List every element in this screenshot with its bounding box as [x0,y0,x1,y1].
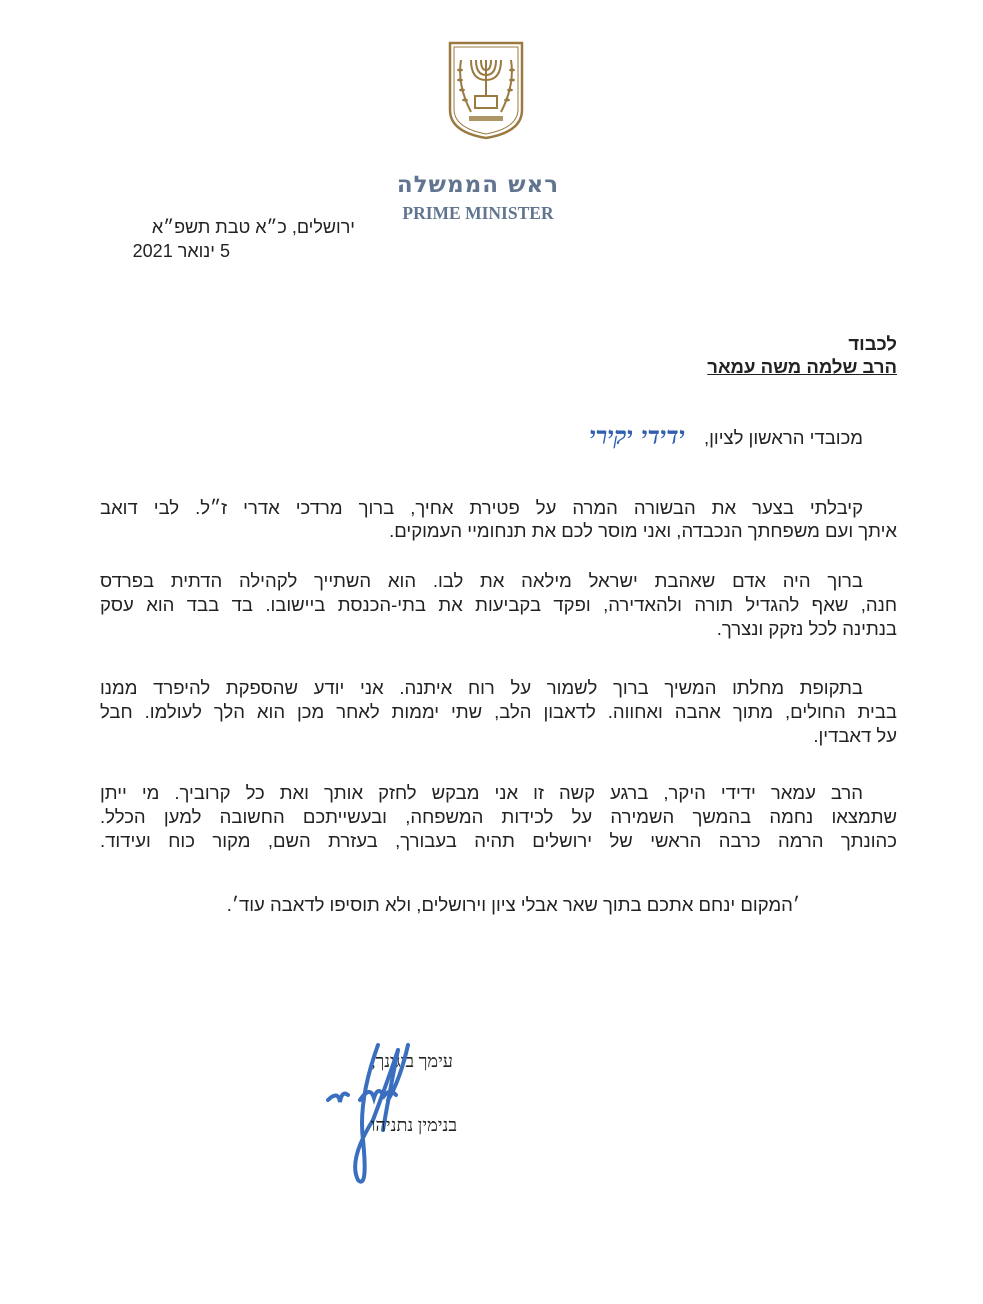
salutation [100,421,897,450]
salutation-handwritten: ידידי יקירי [589,421,685,450]
date-hebrew: ירושלים, כ״א טבת תשפ״א [151,217,355,237]
paragraph-2-line-1: ברוך היה אדם שאהבת ישראל מילאה את לבו. הוא השתייך לקהילה הדתית בפרדס [100,570,863,591]
paragraph-4-line-1: הרב עמאר ידידי היקר, ברגע קשה זו אני מבקש לחזק אותך ואת כל קרוביך. מי ייתן [100,782,863,803]
paragraph-3-line-3: על דאבדין. [813,725,897,746]
recipient-honorific: לכבוד [848,333,897,354]
salutation-printed: מכובדי הראשון לציון, [703,427,863,448]
paragraph-1-line-2: איתך ועם משפחתך הנכבדה, ואני מוסר לכם את תנחומיי העמוקים. [389,520,897,541]
letterhead-title-english: PRIME MINISTER [402,203,554,223]
paragraph-4-line-3: כהונתך הרמה כרבה הראשי של ירושלים תהיה בעבורך, בעזרת השם, מקור כוח ועידוד. [100,830,897,851]
paragraph-2-line-3: בנתינה לכל נזקק ונצרך. [716,618,897,639]
closing-quote: ׳המקום ינחם אתכם בתוך שאר אבלי ציון וירושלים, ולא תוסיפו לדאבה עוד׳. [226,894,800,915]
recipient-name: הרב שלמה משה עמאר [707,356,897,377]
paragraph-2-line-2: חנה, שאף להגדיל תורה ולהאדירה, ופקד בקביעות את בתי-הכנסת ביישובו. בד בבד הוא עסק [100,594,897,615]
paragraph-3-line-1: בתקופת מחלתו המשיך ברוך לשמור על רוח איתנה. אני יודע שהספקת להיפרד ממנו [100,677,863,698]
signature-name: בנימין נתניהו [370,1115,457,1135]
paragraph-1-line-1: קיבלתי בצער את הבשורה המרה על פטירת אחיך, ברוך מרדכי אדרי ז״ל. לבי דואב [100,497,863,518]
paragraph-4-line-2: שתמצאו נחמה בהמשך השמירה על לכידות המשפחה, ובעשייתכם החשובה למען הכלל. [100,806,897,827]
letterhead-title-hebrew: ראש הממשלה [396,172,560,198]
state-emblem-logo [447,40,525,140]
date-gregorian: 5 ינואר 2021 [132,241,230,261]
paragraph-3-line-2: בבית החולים, מתוך אהבה ואחווה. לדאבון הלב, שתי יממות לאחר מכן הוא הלך לעולמו. חבל [100,701,897,722]
signature-closing: עימך ביגונך, [370,1051,453,1071]
